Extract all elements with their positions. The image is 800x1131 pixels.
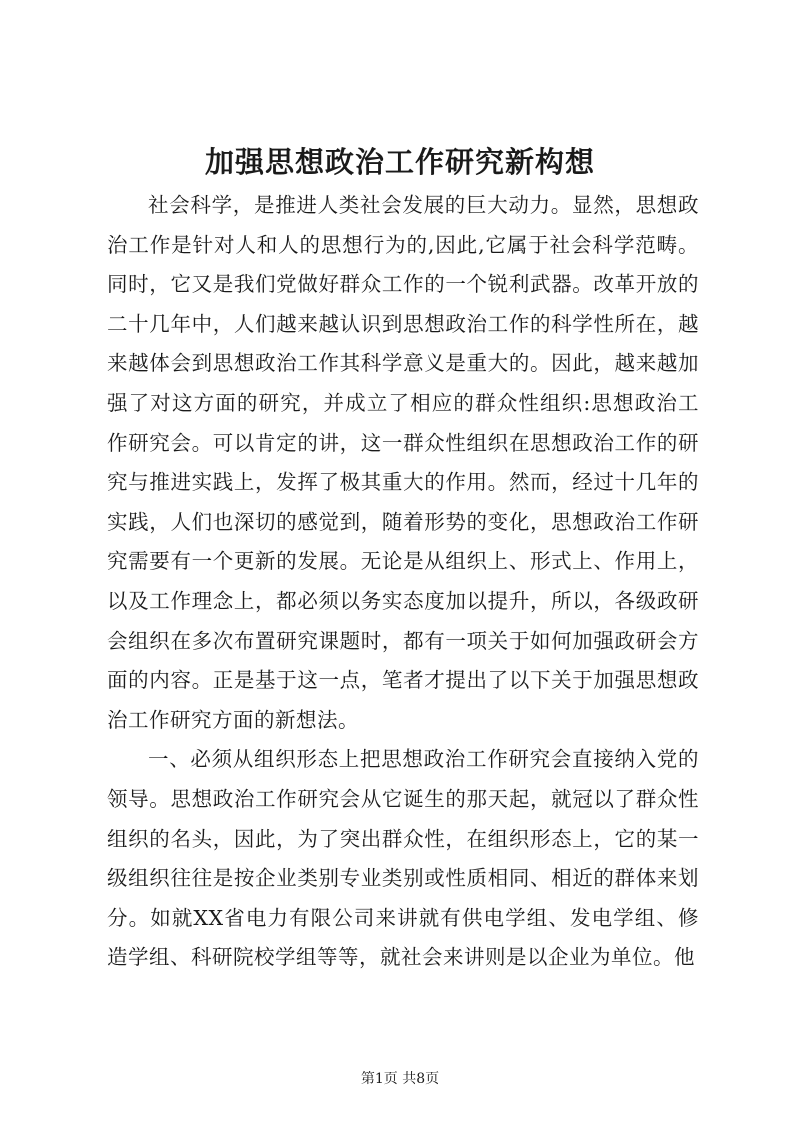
- paragraph-intro: 社会科学，是推进人类社会发展的巨大动力。显然，思想政治工作是针对人和人的思想行为的,因此,它属于社会科学范畴。同时，它又是我们党做好群众工作的一个锐利武器。改革开放的二十几年中，人们越来越认识到思想政治工作的科学性所在，越来越体会到思想政治工作其科学意义是重大的。因此，越来越加强了对这方面的研究，并成立了相应的群众性组织:思想政治工作研究会。可以肯定的讲，这一群众性组织在思想政治工作的研究与推进实践上，发挥了极其重大的作用。然而，经过十几年的实践，人们也深切的感觉到，随着形势的变化，思想政治工作研究需要有一个更新的发展。无论是从组织上、形式上、作用上，以及工作理念上，都必须以务实态度加以提升，所以，各级政研会组织在多次布置研究课题时，都有一项关于如何加强政研会方面的内容。正是基于这一点，笔者才提出了以下关于加强思想政治工作研究方面的新想法。: [107, 193, 699, 732]
- document-title: 加强思想政治工作研究新构想: [204, 145, 595, 179]
- paragraph-section-one: 一、必须从组织形态上把思想政治工作研究会直接纳入党的领导。思想政治工作研究会从它诞生的那天起，就冠以了群众性组织的名头，因此，为了突出群众性，在组织形态上，它的某一级组织往往是按企业类别专业类别或性质相同、相近的群体来划分。如就XX省电力有限公司来讲就有供电学组、发电学组、修造学组、科研院校学组等等，就社会来讲则是以企业为单位。他: [107, 747, 699, 970]
- document-body: [107, 186, 699, 978]
- page-footer: 第1页 共8页: [360, 1071, 440, 1087]
